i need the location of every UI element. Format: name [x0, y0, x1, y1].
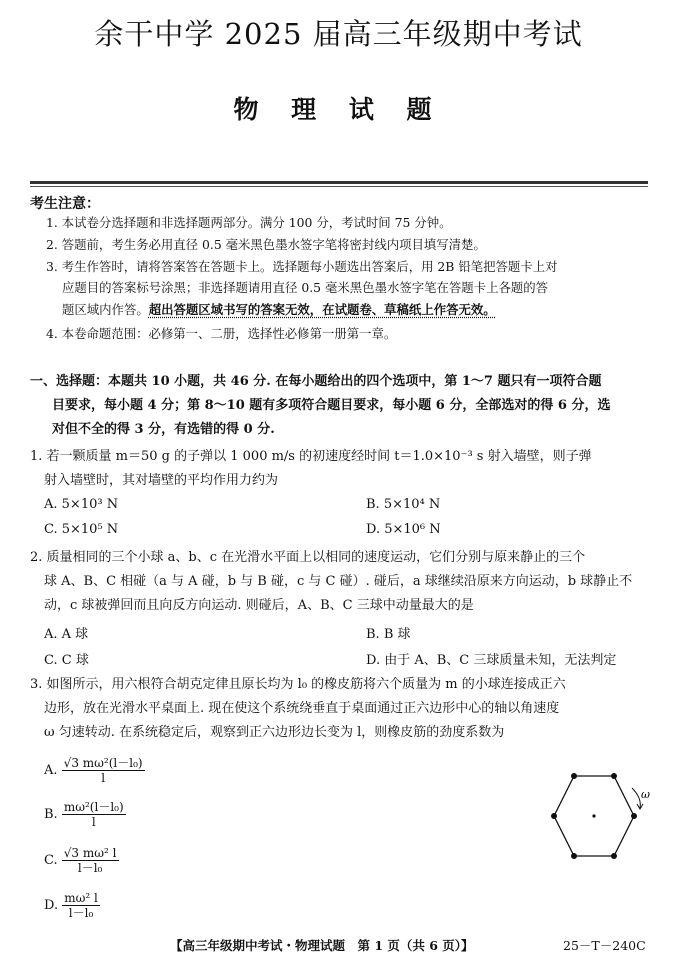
notice-item-3c [62, 299, 652, 320]
center-point [592, 814, 595, 817]
q1-option-b: B. 5×10⁴ N [366, 497, 441, 512]
notice-item-3-emphasis: 超出答题区域书写的答案无效，在试题卷、草稿纸上作答无效。 [148, 302, 496, 317]
q2-option-d: D. 由于 A、B、C 三球质量未知，无法判定 [366, 653, 617, 668]
question-2 [30, 546, 655, 618]
exam-title: 余干中学 2025 届高三年级期中考试 [94, 17, 583, 51]
q3-option-a-numerator: √3 mω²(l－l₀) [63, 756, 143, 770]
ball [631, 813, 637, 819]
ball [611, 773, 617, 779]
q3-line-3: ω 匀速转动. 在系统稳定后，观察到正六边形边长变为 l，则橡皮筋的劲度系数为 [44, 725, 505, 740]
section-1-line-2: 目要求，每小题 4 分；第 8～10 题有多项符合题目要求，每小题 6 分，全部选对的得 6 分，选 [52, 398, 611, 413]
q1-option-a: A. 5×10³ N [44, 497, 119, 512]
notice-item-3b: 应题目的答案标号涂黑；非选择题请用直径 0.5 毫米黑色墨水签字笔在答题卡上各题的答 [62, 280, 549, 295]
q2-option-c: C. C 球 [44, 653, 89, 668]
section-1-line-1: 一、选择题：本题共 10 小题，共 46 分. 在每小题给出的四个选项中，第 1～7 题只有一项符合题 [30, 374, 602, 389]
q3-option-c-label: C. [44, 853, 58, 868]
q3-line-2: 边形，放在光滑水平桌面上. 现在使这个系统绕垂直于桌面通过正六边形中心的轴以角速度 [44, 701, 560, 716]
q3-option-a-fraction [62, 756, 145, 785]
notice-item-1: 1. 本试卷分选择题和非选择题两部分。满分 100 分，考试时间 75 分钟。 [46, 215, 452, 230]
notice-item-4: 4. 本卷命题范围：必修第一、二册，选择性必修第一册第一章。 [46, 326, 397, 341]
q2-option-b: B. B 球 [366, 627, 411, 642]
q1-option-c: C. 5×10⁵ N [44, 522, 119, 537]
q1-line-2: 射入墙壁时，其对墙壁的平均作用力约为 [44, 473, 279, 488]
q2-line-3: 动，c 球被弹回而且向反方向运动. 则碰后，A、B、C 三球中动量最大的是 [44, 598, 474, 613]
header-rule [30, 181, 648, 184]
ball [571, 853, 577, 859]
omega-label: ω [641, 788, 650, 801]
question-3 [30, 673, 655, 745]
ball [611, 853, 617, 859]
notice-heading: 考生注意： [30, 196, 100, 212]
q2-line-2: 球 A、B、C 相碰（a 与 A 碰，b 与 B 碰，c 与 C 碰）. 碰后，a 球继续沿原来方向运动，b 球静止不 [44, 574, 633, 589]
q3-option-a-label: A. [44, 763, 58, 778]
q3-option-b [44, 800, 126, 829]
q3-option-b-denominator: l [91, 815, 96, 829]
q3-option-d-fraction [62, 891, 100, 920]
q3-option-d-denominator: l－l₀ [68, 906, 94, 920]
q3-option-a [44, 756, 145, 785]
notice-item-3a: 3. 考生作答时，请将答案答在答题卡上。选择题每小题选出答案后，用 2B 铅笔把答题卡上对 [46, 259, 558, 274]
q3-option-b-numerator: mω²(l－l₀) [63, 800, 124, 814]
q3-line-1: 3. 如图所示，用六根符合胡克定律且原长均为 l₀ 的橡皮筋将六个质量为 m 的小球连接成正六 [30, 677, 566, 692]
q3-option-d [44, 891, 100, 920]
footer-title: 【高三年级期中考试・物理试题 第 1 页（共 6 页）】 [170, 938, 474, 953]
q2-line-1: 2. 质量相同的三个小球 a、b、c 在光滑水平面上以相同的速度运动，它们分别与原来静止的三个 [30, 550, 586, 565]
q3-option-c [44, 846, 119, 875]
q3-option-c-fraction [62, 846, 119, 875]
q3-option-c-denominator: l－l₀ [77, 861, 103, 875]
section-1-instructions [30, 370, 655, 442]
q3-option-a-denominator: l [101, 771, 106, 785]
footer-code: 25－T－240C [563, 938, 646, 953]
q3-option-d-numerator: mω² l [64, 891, 98, 905]
section-1-line-3: 对但不全的得 3 分，有选错的得 0 分. [52, 422, 275, 437]
q3-option-b-label: B. [44, 807, 58, 822]
ball [571, 773, 577, 779]
q3-option-c-numerator: √3 mω² l [63, 846, 117, 860]
q1-line-1: 1. 若一颗质量 m＝50 g 的子弹以 1 000 m/s 的初速度经时间 t＝1.0×10⁻³ s 射入墙壁，则子弹 [30, 449, 592, 464]
ball [551, 813, 557, 819]
hexagon-figure [540, 768, 660, 868]
notice-item-3c-text: 题区域内作答。 [62, 302, 149, 317]
q3-option-d-label: D. [44, 898, 59, 913]
q1-option-d: D. 5×10⁶ N [366, 522, 441, 537]
rotation-arrow-icon [632, 788, 640, 808]
notice-item-2: 2. 答题前，考生务必用直径 0.5 毫米黑色墨水签字笔将密封线内项目填写清楚。 [46, 237, 486, 252]
question-1 [30, 445, 655, 493]
q2-option-a: A. A 球 [44, 627, 89, 642]
header-rule-thin [30, 186, 648, 187]
q3-option-b-fraction [62, 800, 126, 829]
subject-title: 物 理 试 题 [233, 95, 444, 124]
